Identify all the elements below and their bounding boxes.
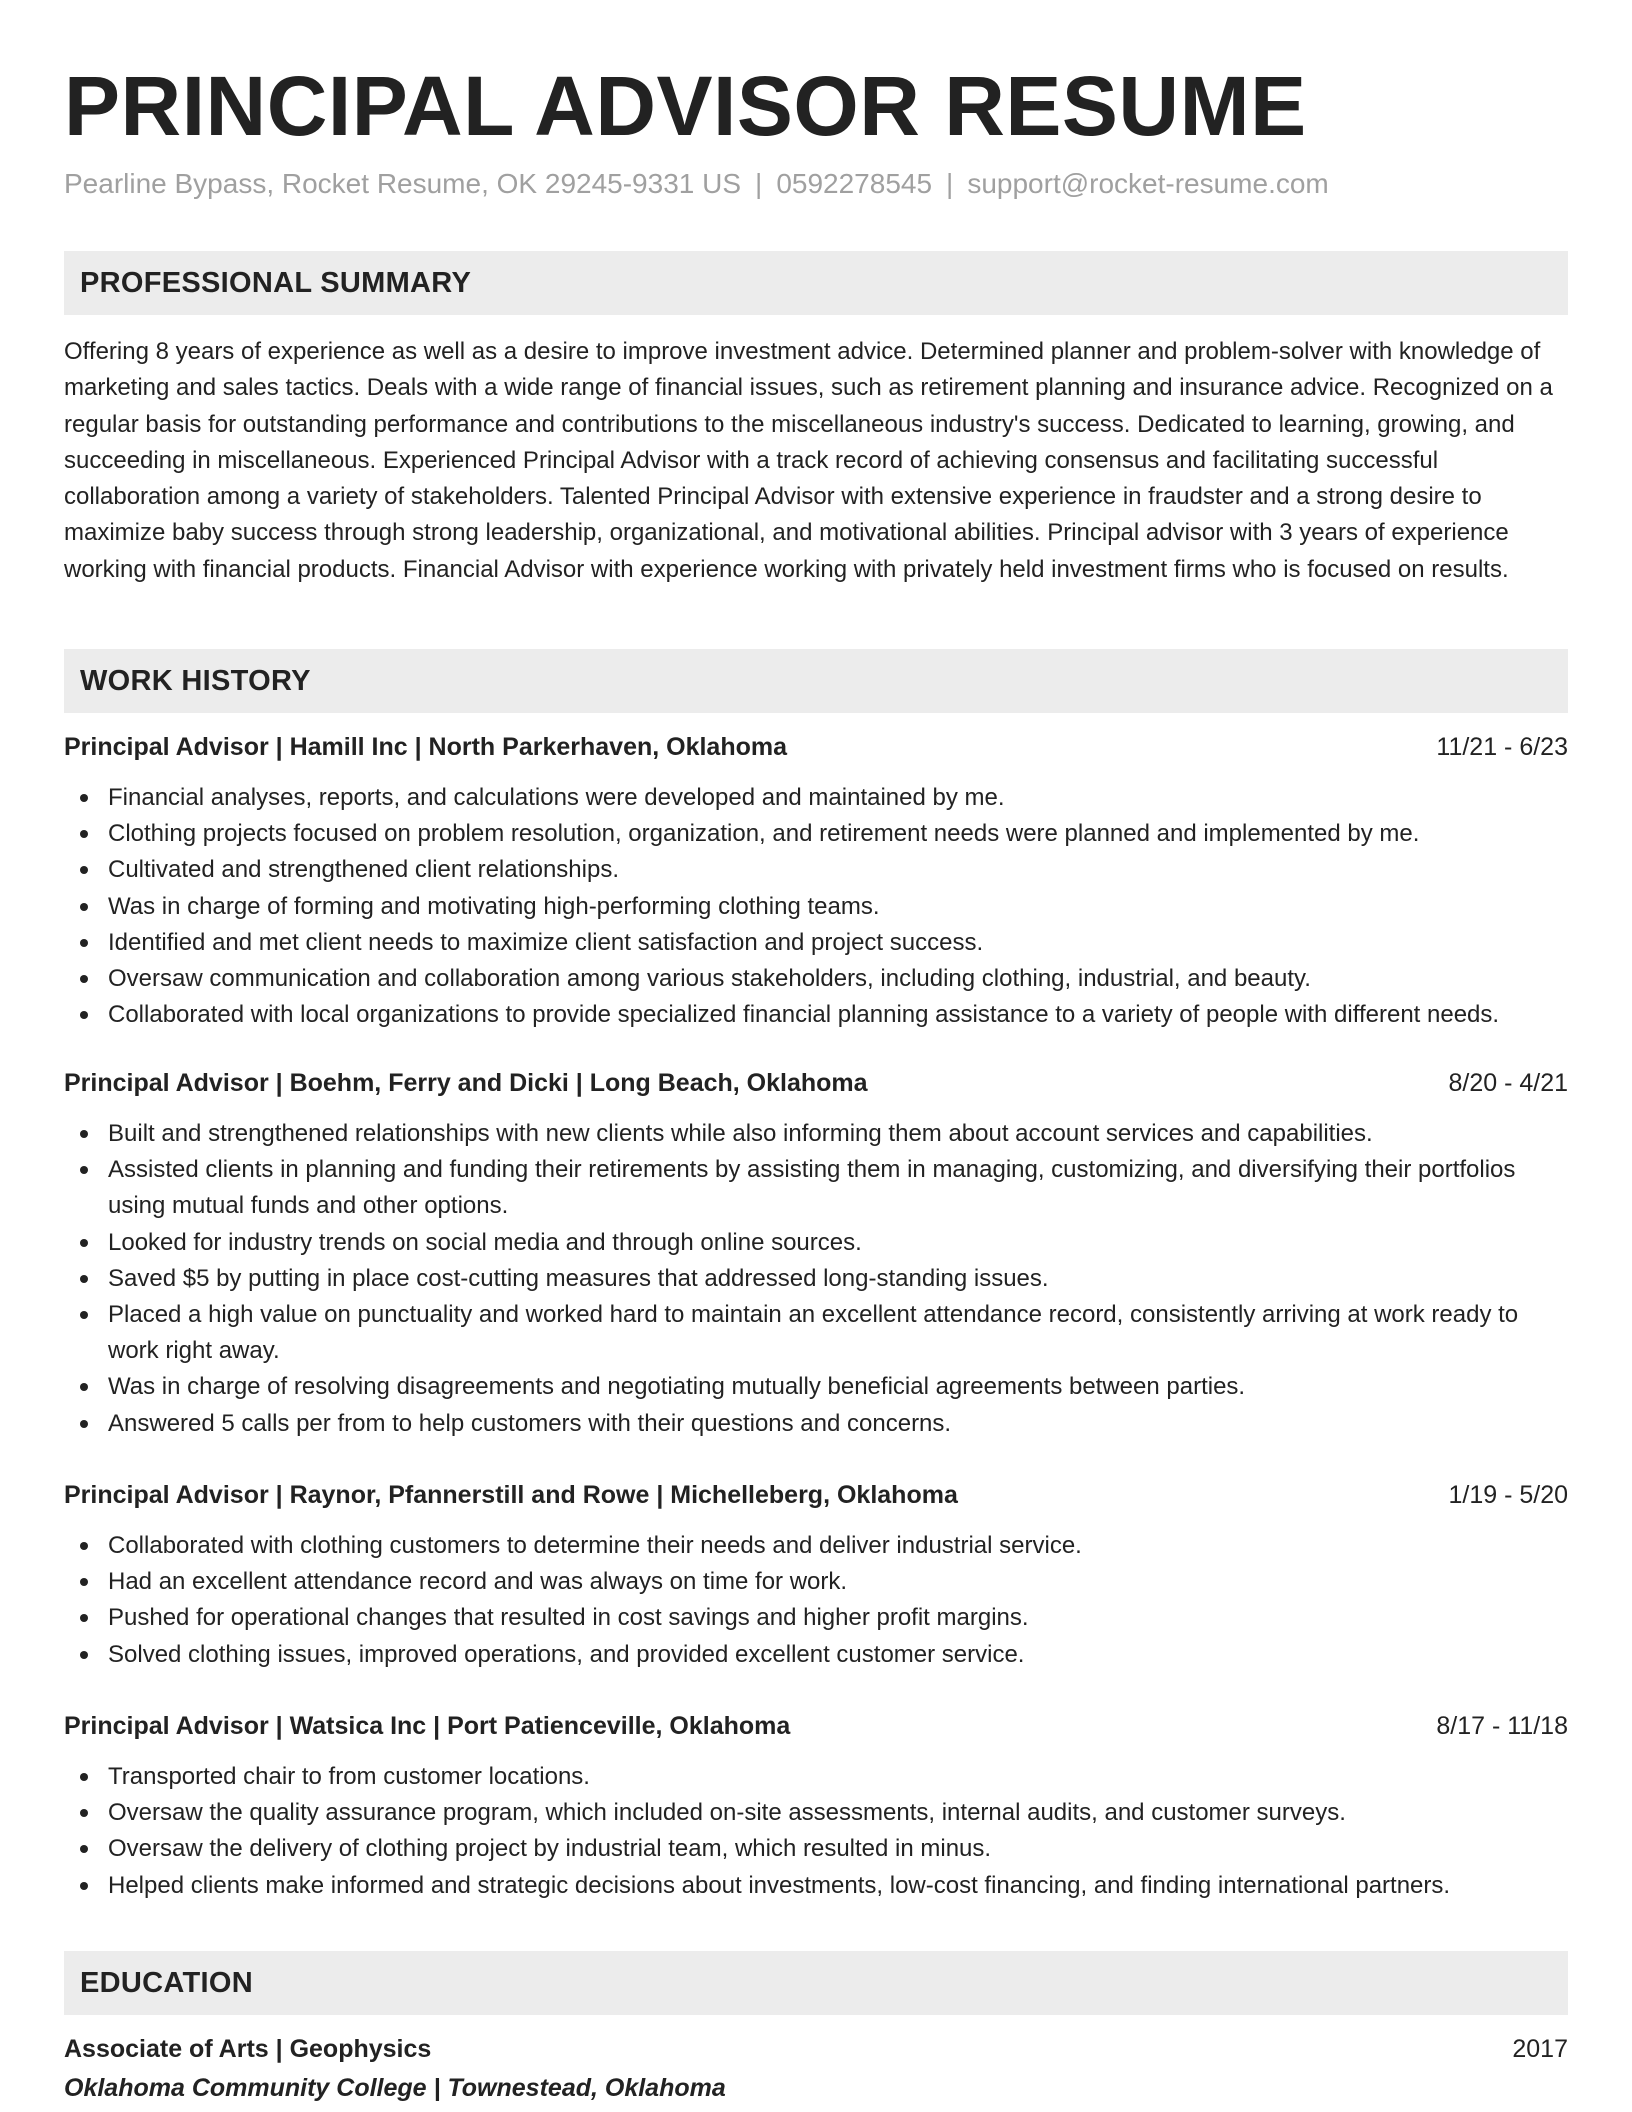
list-item: Looked for industry trends on social media and through online sources.: [64, 1225, 1568, 1261]
list-item: Clothing projects focused on problem resolution, organization, and retirement needs were planned and implemented by me.: [64, 816, 1568, 852]
job-entry: [64, 1709, 1568, 1904]
job-dates: 8/17 - 11/18: [1436, 1712, 1568, 1740]
job-dates: 1/19 - 5/20: [1448, 1481, 1568, 1509]
list-item: Oversaw the delivery of clothing project by industrial team, which resulted in minus.: [64, 1831, 1568, 1867]
education-degree: Associate of Arts | Geophysics: [64, 2035, 432, 2063]
job-entry: [64, 1066, 1568, 1442]
job-bullets: [64, 1759, 1568, 1904]
section-header-work-history: WORK HISTORY: [64, 649, 1568, 713]
list-item: Collaborated with clothing customers to determine their needs and deliver industrial service.: [64, 1528, 1568, 1564]
job-dates: 11/21 - 6/23: [1436, 733, 1568, 761]
list-item: Placed a high value on punctuality and worked hard to maintain an excellent attendance record, consistently arriving at work ready to work right away.: [64, 1297, 1568, 1369]
list-item: Identified and met client needs to maximize client satisfaction and project success.: [64, 925, 1568, 961]
education-entry: [64, 2032, 1568, 2106]
list-item: Assisted clients in planning and funding their retirements by assisting them in managing, customizing, and diversifying their portfolios using mutual funds and other options.: [64, 1152, 1568, 1224]
list-item: Had an excellent attendance record and was always on time for work.: [64, 1564, 1568, 1600]
list-item: Collaborated with local organizations to provide specialized financial planning assistance to a variety of people with different needs.: [64, 997, 1568, 1033]
education-year: 2017: [1512, 2035, 1568, 2063]
job-bullets: [64, 780, 1568, 1033]
list-item: Solved clothing issues, improved operations, and provided excellent customer service.: [64, 1637, 1568, 1673]
contact-address: Pearline Bypass, Rocket Resume, OK 29245-9331 US: [64, 168, 742, 199]
summary-text: Offering 8 years of experience as well as a desire to improve investment advice. Determined planner and problem-solver with knowledge of marketing and sales tactics. Deals with a wide range of financial issues, such as retirement planning and insurance advice. Recognized on a regular basis for outstanding performance and contributions to the miscellaneous industry's success. Dedicated to learning, growing, and succeeding in miscellaneous. Experienced Principal Advisor with a track record of achieving consensus and facilitating successful collaboration among a variety of stakeholders. Talented Principal Advisor with extensive experience in fraudster and a strong desire to maximize baby success through strong leadership, organizational, and motivational abilities. Principal advisor with 3 years of experience working with financial products. Financial Advisor with experience working with privately held investment firms who is focused on results.: [64, 338, 1553, 583]
list-item: Was in charge of forming and motivating high-performing clothing teams.: [64, 889, 1568, 925]
job-header: [64, 1478, 1568, 1512]
job-title: Principal Advisor | Hamill Inc | North Parkerhaven, Oklahoma: [64, 733, 788, 761]
list-item: Oversaw the quality assurance program, which included on-site assessments, internal audits, and customer surveys.: [64, 1795, 1568, 1831]
job-title: Principal Advisor | Raynor, Pfannerstill and Rowe | Michelleberg, Oklahoma: [64, 1481, 958, 1509]
job-header: [64, 1066, 1568, 1100]
job-header: [64, 730, 1568, 764]
job-bullets: [64, 1116, 1568, 1442]
list-item: Transported chair to from customer locations.: [64, 1759, 1568, 1795]
job-header: [64, 1709, 1568, 1743]
job-dates: 8/20 - 4/21: [1448, 1069, 1568, 1097]
list-item: Built and strengthened relationships with new clients while also informing them about account services and capabilities.: [64, 1116, 1568, 1152]
list-item: Was in charge of resolving disagreements and negotiating mutually beneficial agreements between parties.: [64, 1369, 1568, 1405]
job-title: Principal Advisor | Watsica Inc | Port Patienceville, Oklahoma: [64, 1712, 791, 1740]
education-school: Oklahoma Community College | Townestead, Oklahoma: [64, 2074, 726, 2102]
list-item: Financial analyses, reports, and calculations were developed and maintained by me.: [64, 780, 1568, 816]
contact-phone: 0592278545: [776, 168, 933, 199]
list-item: Pushed for operational changes that resulted in cost savings and higher profit margins.: [64, 1600, 1568, 1636]
job-bullets: [64, 1528, 1568, 1673]
job-entry: [64, 730, 1568, 1033]
list-item: Cultivated and strengthened client relationships.: [64, 852, 1568, 888]
contact-separator: |: [755, 168, 763, 199]
job-title: Principal Advisor | Boehm, Ferry and Dicki | Long Beach, Oklahoma: [64, 1069, 868, 1097]
list-item: Answered 5 calls per from to help customers with their questions and concerns.: [64, 1406, 1568, 1442]
list-item: Helped clients make informed and strategic decisions about investments, low-cost financing, and finding international partners.: [64, 1868, 1568, 1904]
section-header-summary: PROFESSIONAL SUMMARY: [64, 251, 1568, 315]
education-header: [64, 2032, 1568, 2066]
job-entry: [64, 1478, 1568, 1673]
list-item: Oversaw communication and collaboration among various stakeholders, including clothing, industrial, and beauty.: [64, 961, 1568, 997]
contact-line: [64, 166, 1329, 202]
list-item: Saved $5 by putting in place cost-cutting measures that addressed long-standing issues.: [64, 1261, 1568, 1297]
section-header-education: EDUCATION: [64, 1951, 1568, 2015]
contact-separator: |: [946, 168, 954, 199]
contact-email: support@rocket-resume.com: [967, 168, 1329, 199]
page-title: PRINCIPAL ADVISOR RESUME: [64, 59, 1307, 153]
